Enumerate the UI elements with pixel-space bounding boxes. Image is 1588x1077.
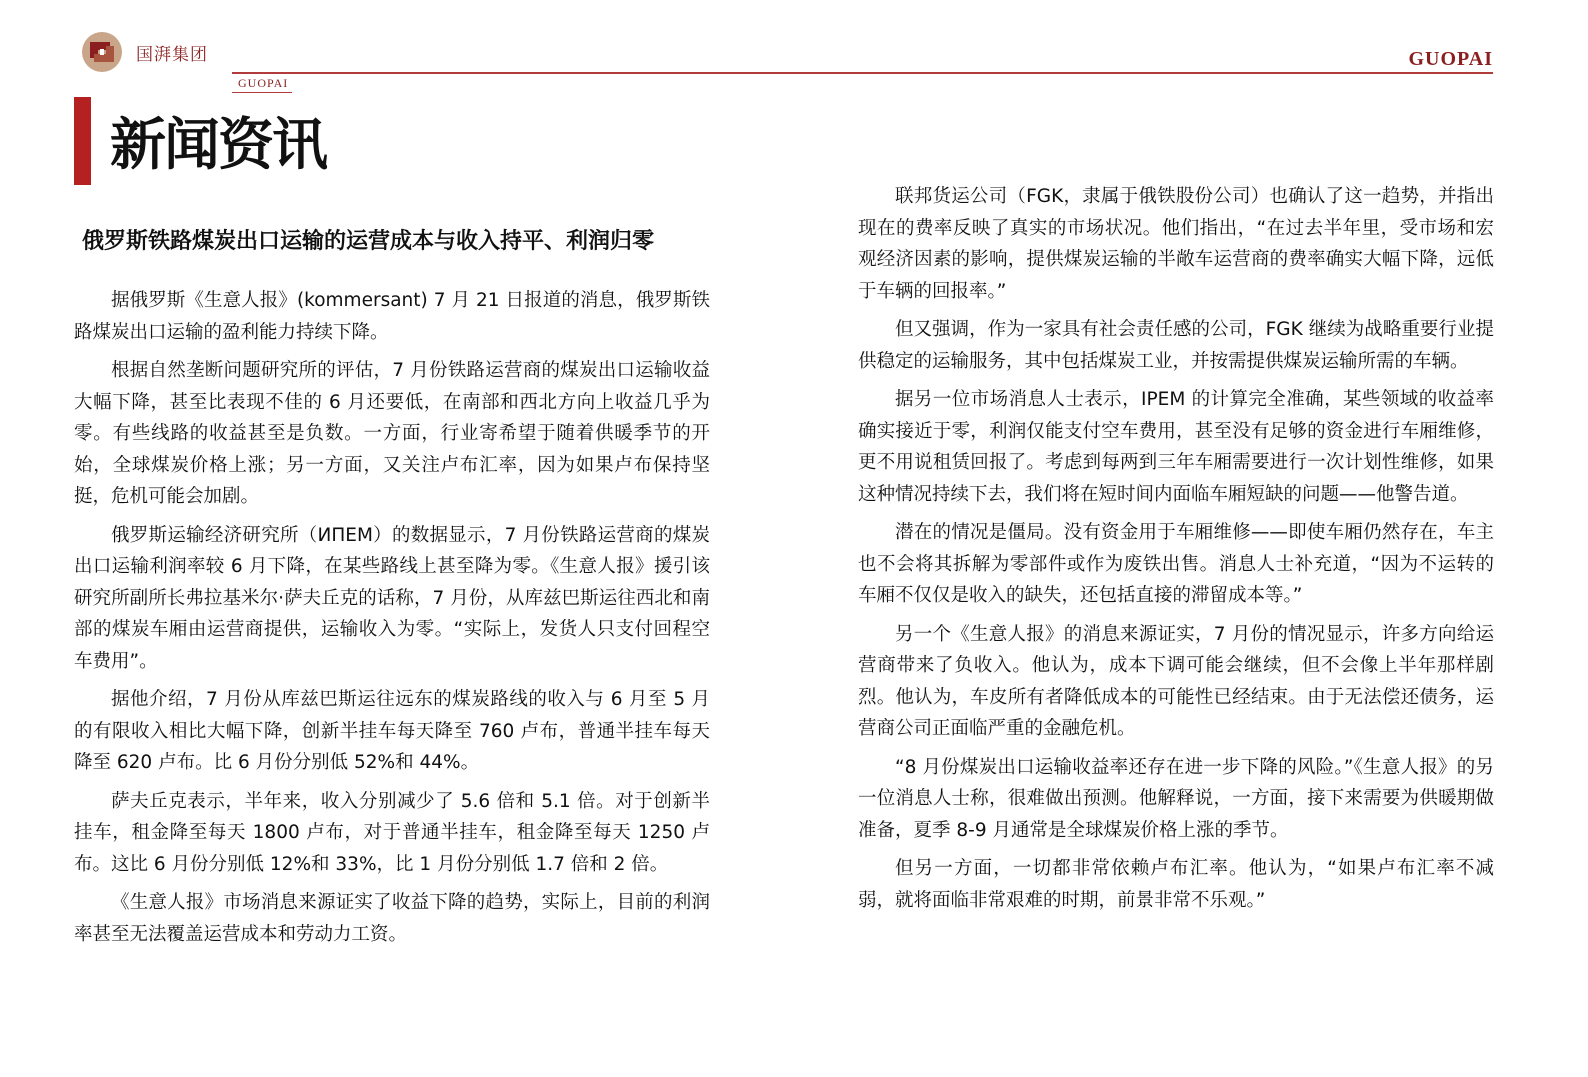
article-paragraph: 《生意人报》市场消息来源证实了收益下降的趋势，实际上，目前的利润率甚至无法覆盖运营成本和劳动力工资。 [74, 892, 710, 945]
article-paragraph: 但又强调，作为一家具有社会责任感的公司，FGK 继续为战略重要行业提供稳定的运输服务，其中包括煤炭工业，并按需提供煤炭运输所需的车辆。 [858, 319, 1494, 372]
article-paragraph: 潜在的情况是僵局。没有资金用于车厢维修——即使车厢仍然存在，车主也不会将其拆解为零部件或作为废铁出售。消息人士补充道，“因为不运转的车厢不仅仅是收入的缺失，还包括直接的滞留成本等。” [858, 522, 1494, 606]
article-paragraph: 萨夫丘克表示，半年来，收入分别减少了 5.6 倍和 5.1 倍。对于创新半挂车，租金降至每天 1800 卢布，对于普通半挂车，租金降至每天 1250 卢布。这比 6 月份分别低 12%和 33%，比 1 月份分别低 1.7 倍和 2 倍。 [74, 790, 710, 875]
article-paragraph: “8 月份煤炭出口运输收益率还存在进一步下降的风险。”《生意人报》的另一位消息人士称，很难做出预测。他解释说，一方面，接下来需要为供暖期做准备，夏季 8-9 月通常是全球煤炭价格上涨的季节。 [858, 756, 1494, 841]
article-title: 俄罗斯铁路煤炭出口运输的运营成本与收入持平、利润归零 [82, 229, 655, 254]
article-column-right [858, 181, 1494, 923]
logo-underline [232, 92, 292, 93]
article-paragraph: 据俄罗斯《生意人报》(kommersant) 7 月 21 日报道的消息，俄罗斯铁路煤炭出口运输的盈利能力持续下降。 [74, 290, 710, 343]
article-paragraph: 另一个《生意人报》的消息来源证实，7 月份的情况显示，许多方向给运营商带来了负收入。他认为，成本下调可能会继续，但不会像上半年那样剧烈。他认为，车皮所有者降低成本的可能性已经结束。由于无法偿还债务，运营商公司正面临严重的金融危机。 [858, 623, 1494, 739]
article-paragraph: 联邦货运公司（FGK，隶属于俄铁股份公司）也确认了这一趋势，并指出现在的费率反映了真实的市场状况。他们指出，“在过去半年里，受市场和宏观经济因素的影响，提供煤炭运输的半敞车运营商的费率确实大幅下降，远低于车辆的回报率。” [858, 186, 1494, 302]
header-brand: GUOPAI [1408, 48, 1493, 70]
article-paragraph: 但另一方面，一切都非常依赖卢布汇率。他认为，“如果卢布汇率不减弱，就将面临非常艰难的时期，前景非常不乐观。” [858, 858, 1494, 911]
article-paragraph: 俄罗斯运输经济研究所（ИПЕМ）的数据显示，7 月份铁路运营商的煤炭出口运输利润率较 6 月下降，在某些路线上甚至降为零。《生意人报》援引该研究所副所长弗拉基米尔·萨夫丘克的话称，7 月份，从库兹巴斯运往西北和南部的煤炭车厢由运营商提供，运输收入为零。“实际上，发货人只支付回程空车费用”。 [74, 524, 710, 672]
section-title: 新闻资讯 [110, 113, 326, 178]
article-paragraph: 据他介绍，7 月份从库兹巴斯运往远东的煤炭路线的收入与 6 月至 5 月的有限收入相比大幅下降，创新半挂车每天降至 760 卢布，普通半挂车每天降至 620 卢布。比 6 月份分别低 52%和 44%。 [74, 689, 710, 773]
company-logo-icon [80, 30, 124, 74]
article-paragraph: 根据自然垄断问题研究所的评估，7 月份铁路运营商的煤炭出口运输收益大幅下降，甚至比表现不佳的 6 月还要低，在南部和西北方向上收益几乎为零。有些线路的收益甚至是负数。一方面，行业寄希望于随着供暖季节的开始，全球煤炭价格上涨；另一方面，又关注卢布汇率，因为如果卢布保持坚挺，危机可能会加剧。 [74, 360, 710, 507]
article-column-left [74, 285, 710, 957]
article-paragraph: 据另一位市场消息人士表示，IPEM 的计算完全准确，某些领域的收益率确实接近于零，利润仅能支付空车费用，甚至没有足够的资金进行车厢维修，更不用说租赁回报了。考虑到每两到三年车厢需要进行一次计划性维修，如果这种情况持续下去，我们将在短时间内面临车厢短缺的问题——他警告道。 [858, 389, 1494, 505]
logo-company-name-en: GUOPAI [238, 76, 289, 90]
header-divider [232, 72, 1493, 74]
section-accent-bar [74, 97, 91, 185]
logo-company-name: 国湃集团 [136, 45, 208, 65]
